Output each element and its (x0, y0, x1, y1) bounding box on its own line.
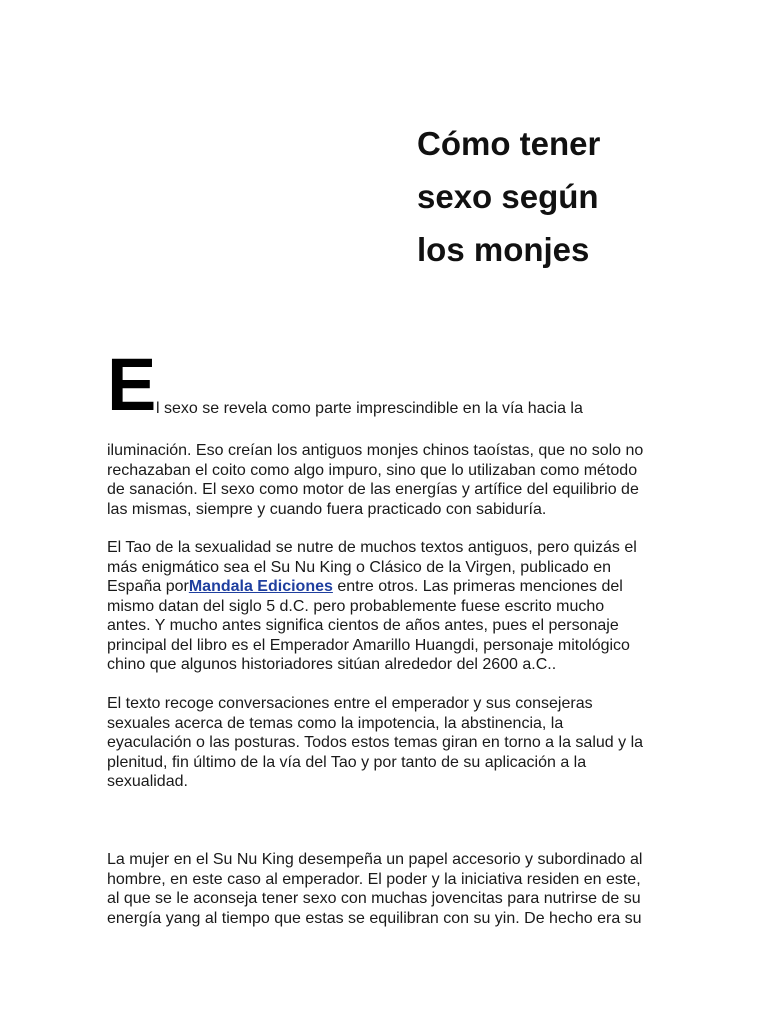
text-line: La mujer en el Su Nu King desempeña un papel accesorio y subordinado al (107, 851, 643, 868)
text-line: iluminación. Eso creían los antiguos monjes chinos taoístas, que no solo no (107, 442, 644, 459)
text-line: hombre, en este caso al emperador. El poder y la iniciativa residen en este, (107, 870, 641, 888)
paragraph-1 (107, 441, 667, 519)
paragraph-2 (107, 538, 667, 675)
text-line: El texto recoge conversaciones entre el emperador y sus consejeras (107, 695, 593, 712)
title-line: Cómo tener (417, 125, 601, 162)
text-line: chino que algunos historiadores sitúan alrededor del 2600 a.C.. (107, 656, 557, 673)
text-line: más enigmático sea el Su Nu King o Clásico de la Virgen, publicado en (107, 558, 611, 576)
text-line: entre otros. Las primeras menciones del (332, 578, 623, 595)
first-line-text: l sexo se revela como parte imprescindible en la vía hacia la (156, 400, 583, 417)
text-line: principal del libro es el Emperador Amarillo Huangdi, personaje mitológico (107, 636, 630, 654)
text-line: al que se le aconseja tener sexo con muchas jovencitas para nutrirse de su (107, 890, 641, 907)
text-line: energía yang al tiempo que estas se equilibran con su yin. De hecho era su (107, 909, 642, 927)
paragraph-3 (107, 694, 667, 792)
text-line: mismo datan del siglo 5 d.C. pero probablemente fuese escrito mucho (107, 597, 605, 615)
text-line: plenitud, fin último de la vía del Tao y por tanto de su aplicación a la (107, 753, 587, 771)
text-line: eyaculación o las posturas. Todos estos temas giran en torno a la salud y la (107, 734, 644, 751)
article-title (417, 117, 717, 276)
paragraph-4 (107, 850, 667, 928)
title-line: sexo según (417, 178, 599, 215)
drop-cap: E (107, 343, 157, 426)
text-line: antes. Y mucho antes significa cientos de años antes, pues el personaje (107, 617, 619, 634)
text-line: sexualidad. (107, 773, 188, 790)
text-line: España por (107, 578, 189, 595)
text-line: rechazaban el coito como algo impuro, sino que lo utilizaban como método (107, 461, 638, 479)
mandala-ediciones-link[interactable]: Mandala Ediciones (188, 578, 333, 595)
text-line: las mismas, siempre y cuando fuera practicado con sabiduría. (107, 500, 547, 518)
first-paragraph-opening (107, 343, 667, 426)
title-line: los monjes (417, 231, 590, 268)
text-line: sexuales acerca de temas como la impotencia, la abstinencia, la (107, 714, 564, 732)
text-line: de sanación. El sexo como motor de las energías y artífice del equilibrio de (107, 481, 639, 498)
text-line: El Tao de la sexualidad se nutre de muchos textos antiguos, pero quizás el (107, 539, 637, 556)
